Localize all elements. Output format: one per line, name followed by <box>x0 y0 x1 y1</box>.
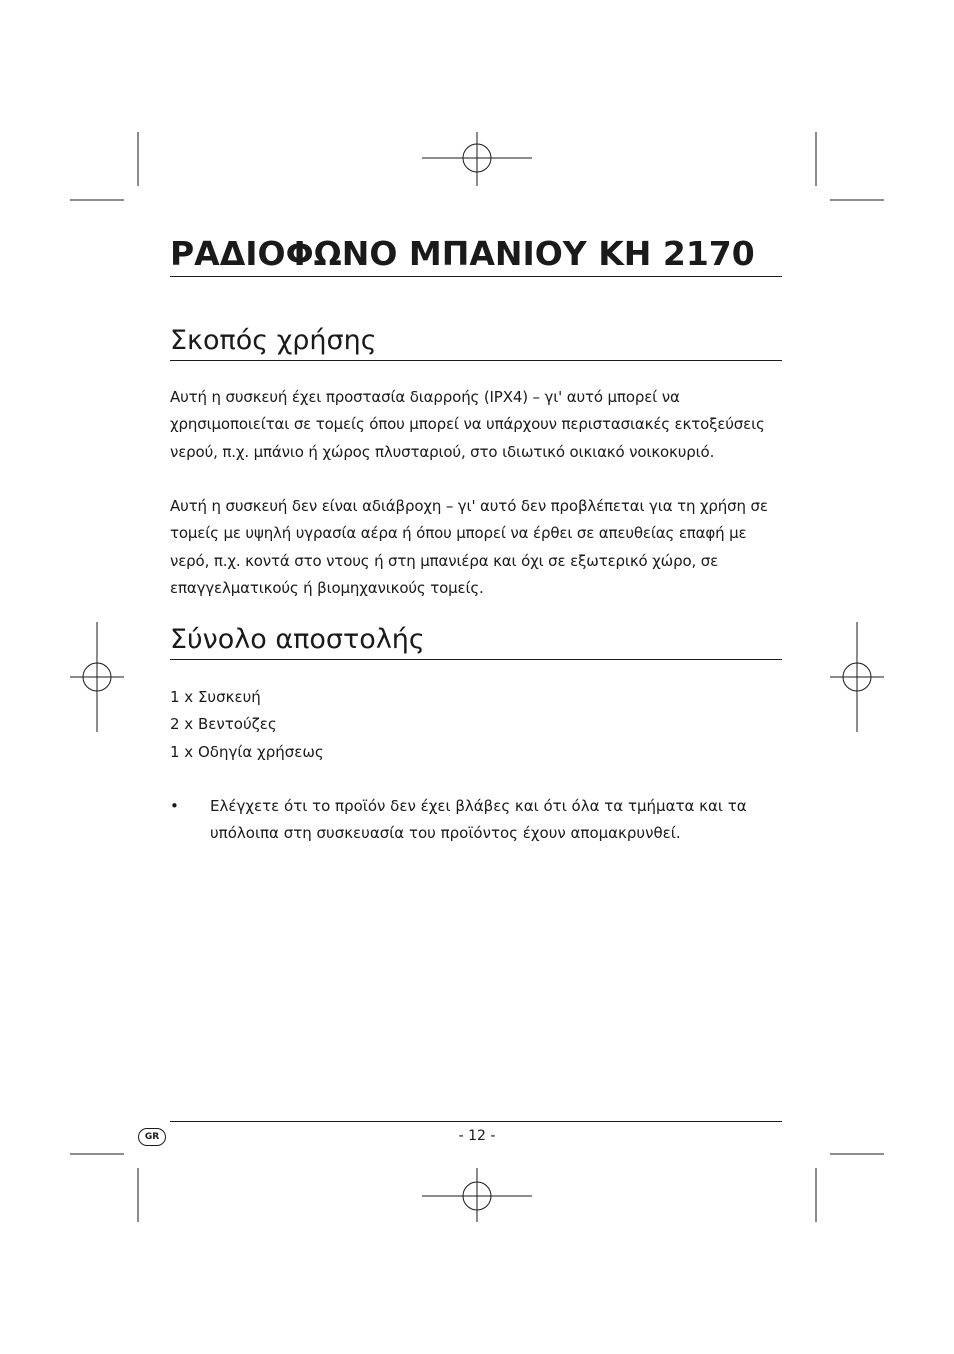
footer-divider <box>170 1121 782 1122</box>
package-contents-list <box>170 684 324 766</box>
list-item: 2 x Βεντούζες <box>170 715 277 734</box>
list-item: 1 x Οδηγία χρήσεως <box>170 742 324 761</box>
page-number: - 12 - <box>458 1128 496 1144</box>
intended-use-paragraph-2: Αυτή η συσκευή δεν είναι αδιάβροχη – γι' αυτό δεν προβλέπεται για τη χρήση σε τομείς με υψηλή υγρασία αέρα ή όπου μπορεί να έρθει σε απευθείας επαφή με νερό, π.χ. κοντά στο ντους ή στη μπανιέρα και όχι σε εξωτερικό χώρο, σε επαγγελματικούς ή βιομηχανικούς τομείς. <box>170 497 768 597</box>
page-title: ΡΑΔΙΟΦΩΝΟ ΜΠΑΝΙΟΥ KH 2170 <box>170 232 782 277</box>
section-heading-package-contents: Σύνολο αποστολής <box>170 621 782 660</box>
language-badge: GR <box>138 1128 166 1146</box>
list-item: 1 x Συσκευή <box>170 688 261 706</box>
section-heading-intended-use: Σκοπός χρήσης <box>170 322 782 361</box>
intended-use-paragraph-1: Αυτή η συσκευή έχει προστασία διαρροής (IPX4) – γι' αυτό μπορεί να χρησιμοποιείται σε τομείς όπου μπορεί να υπάρχουν περιστασιακές εκτοξεύσεις νερού, π.χ. μπάνιο ή χώρος πλυσταριού, στο ιδιωτικό οικιακό νοικοκυριό. <box>170 388 765 461</box>
bullet-icon: • <box>170 797 179 815</box>
check-contents-text: Ελέγχετε ότι το προϊόν δεν έχει βλάβες και ότι όλα τα τμήματα και τα υπόλοιπα στη συσκευασία του προϊόντος έχουν απομακρυνθεί. <box>210 797 747 843</box>
